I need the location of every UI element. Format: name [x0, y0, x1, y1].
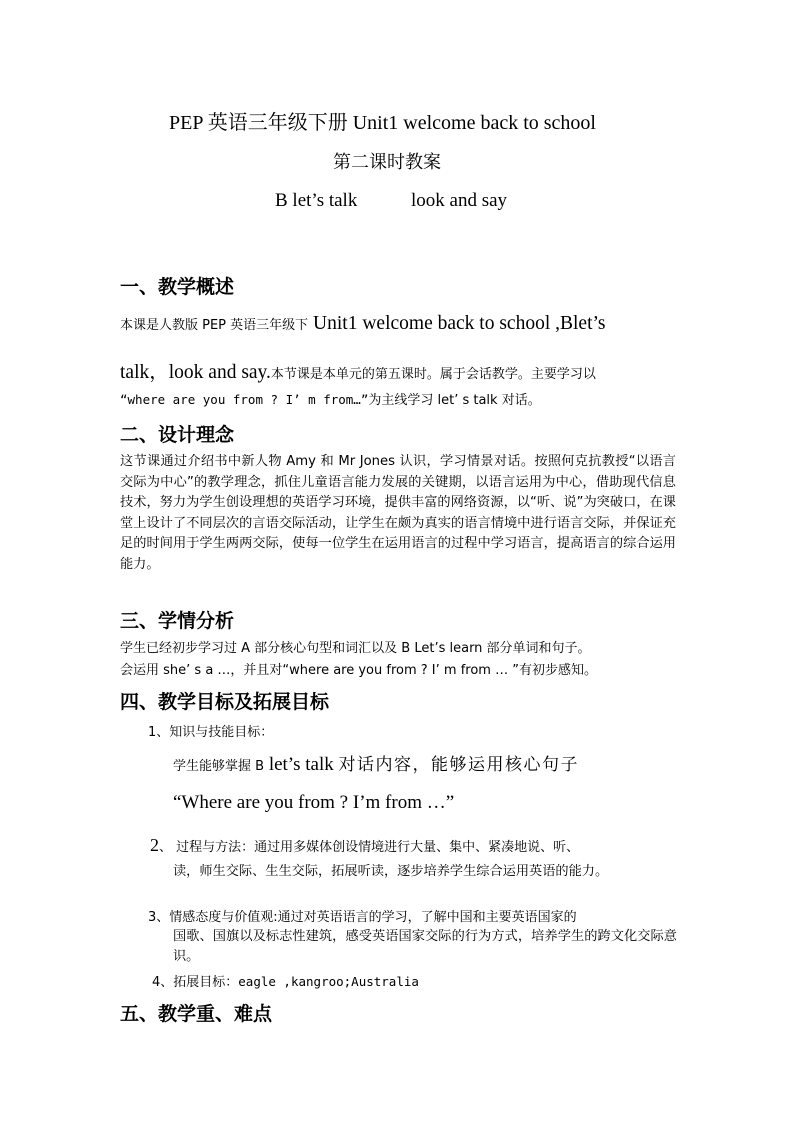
- section3-line2: 会运用 she’ s a …，并且对“where are you from ? I’ m from … ”有初步感知。: [120, 663, 597, 678]
- section3-heading: 三、学情分析: [120, 610, 235, 632]
- objective-1-label: 1、知识与技能目标：: [148, 725, 274, 740]
- section1-line3-quote: “where are you from ? I’ m from…”: [120, 392, 369, 407]
- document-title: PEP 英语三年级下册 Unit1 welcome back to school: [169, 112, 596, 134]
- section2-paragraph: 这节课通过介绍书中新人物 Amy 和 Mr Jones 认识，学习情景对话。按照何克抗教授“以语言交际为中心”的教学理念，抓住儿童语言能力发展的关键期，以语言运用为中心，借助现代信息技术，努力为学生创设理想的英语学习环境，提供丰富的网络资源，以“听、说”为突破口，在课堂上设计了不同层次的言语交际活动，让学生在颇为真实的语言情境中进行语言交际，并保证充足的时间用于学生两两交际，使每一位学生在运用语言的过程中学习语言，提高语言的综合运用能力。: [120, 454, 676, 572]
- section1-line1: [120, 313, 606, 335]
- objective-4-label: 4、拓展目标：: [152, 975, 239, 990]
- lesson-topic-look-say: look and say: [411, 190, 508, 211]
- objective-1-line1: [173, 750, 579, 776]
- section1-line1-cn: 本课是人教版 PEP 英语三年级下: [120, 318, 309, 333]
- document-subtitle: 第二课时教案: [333, 152, 441, 173]
- objective-3-line1: 3、情感态度与价值观:通过对英语语言的学习，了解中国和主要英语国家的: [148, 910, 577, 925]
- objective-1-line1-en: let’s talk: [264, 754, 339, 775]
- section1-line2-cn: 本节课是本单元的第五课时。属于会话教学。主要学习以: [270, 367, 596, 382]
- objective-2-line1: [150, 835, 579, 856]
- section1-line3-cn: 为主线学习 let’ s talk 对话。: [368, 393, 541, 408]
- objective-3-rest: 国歌、国旗以及标志性建筑，感受英语国家交际的行为方式，培养学生的跨文化交际意识。: [173, 929, 677, 964]
- section2-heading: 二、设计理念: [120, 424, 235, 446]
- section3-line1: 学生已经初步学习过 A 部分核心句型和词汇以及 B Let’s learn 部分单词和句子。: [120, 641, 591, 656]
- objective-1-line1-b: 对话内容，能够运用核心句子: [338, 755, 579, 775]
- objective-2-number: 2: [150, 835, 159, 855]
- section5-heading: 五、教学重、难点: [120, 1003, 273, 1025]
- section1-line1-en: Unit1 welcome back to school ,Blet’s: [308, 313, 606, 334]
- objective-4: [152, 971, 419, 990]
- section1-line2-en: talk，look and say.: [120, 362, 271, 383]
- section1-heading: 一、教学概述: [120, 276, 235, 298]
- section1-line2: [120, 356, 596, 384]
- objective-1-line2: “Where are you from ? I’m from …”: [173, 792, 455, 813]
- section1-line3: [120, 389, 541, 408]
- section4-heading: 四、教学目标及拓展目标: [120, 691, 330, 713]
- objective-2-rest: 读，师生交际、生生交际，拓展听读，逐步培养学生综合运用英语的能力。: [173, 864, 609, 879]
- objective-4-text: eagle ,kangroo;Australia: [238, 974, 419, 989]
- objective-1-line1-a: 学生能够掌握 B: [173, 759, 265, 774]
- objective-2-text: 、 过程与方法：通过用多媒体创设情境进行大量、集中、紧凑地说、听、: [159, 840, 580, 855]
- lesson-topic-talk: B let’s talk: [275, 190, 358, 211]
